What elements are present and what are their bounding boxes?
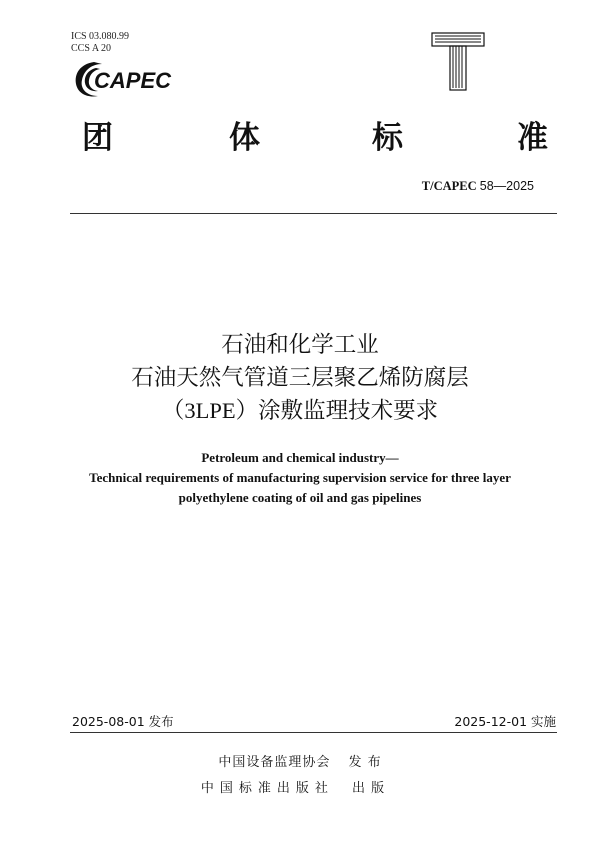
title-cn-paren-open: （ bbox=[161, 398, 185, 424]
issuer-line bbox=[0, 751, 600, 770]
top-divider bbox=[70, 213, 557, 214]
title-en-line-2: Technical requirements of manufacturing supervision service for three layer bbox=[89, 470, 511, 485]
ics-code: ICS 03.080.99 bbox=[71, 31, 130, 42]
publisher-name: 中国标准出版社 bbox=[200, 781, 334, 796]
ccs-code: CCS A 20 bbox=[71, 43, 112, 54]
title-cn-line-2: 石油天然气管道三层聚乙烯防腐层 bbox=[131, 365, 469, 391]
category-char-3: 标 bbox=[372, 120, 403, 156]
standard-type-mark bbox=[428, 30, 488, 92]
issuer-name: 中国设备监理协会 bbox=[218, 755, 331, 770]
issuer-role: 发 布 bbox=[348, 755, 382, 770]
implement-date: 2025-12-01 实施 bbox=[454, 714, 556, 729]
publisher-line bbox=[0, 777, 600, 796]
title-cn-paren-close: ） bbox=[235, 398, 259, 424]
title-cn-line-1: 石油和化学工业 bbox=[221, 332, 379, 358]
publisher-role: 出 版 bbox=[351, 781, 386, 796]
category-char-2: 体 bbox=[229, 120, 260, 156]
bottom-divider bbox=[70, 732, 557, 733]
title-cn-line-3 bbox=[0, 395, 600, 427]
logo-text: CAPEC bbox=[94, 68, 172, 93]
title-en-line-3: polyethylene coating of oil and gas pipelines bbox=[178, 490, 422, 505]
issue-date: 2025-08-01 发布 bbox=[72, 714, 174, 729]
title-cn-rest: 涂敷监理技术要求 bbox=[258, 398, 439, 424]
title-en-line-1: Petroleum and chemical industry— bbox=[201, 450, 399, 465]
capec-logo bbox=[72, 56, 182, 100]
category-char-1: 团 bbox=[82, 120, 113, 156]
title-cn-abbr: 3LPE bbox=[184, 398, 236, 423]
standard-number-prefix: T/CAPEC bbox=[421, 179, 477, 193]
standard-number bbox=[422, 179, 534, 194]
standard-number-value: 58—2025 bbox=[479, 179, 534, 193]
category-char-4: 准 bbox=[517, 120, 548, 156]
